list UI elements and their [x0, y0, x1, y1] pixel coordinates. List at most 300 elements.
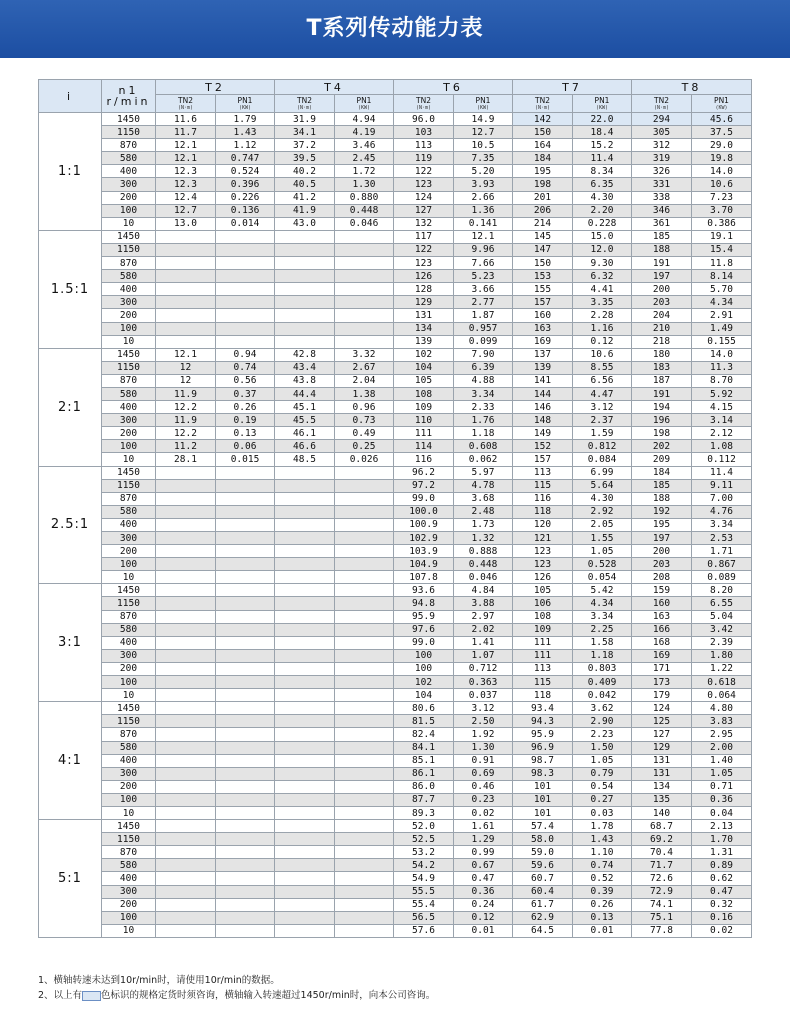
- power-cell: 0.01: [454, 924, 513, 937]
- torque-cell: [156, 885, 216, 898]
- torque-cell: 150: [513, 257, 573, 270]
- power-cell: [216, 780, 275, 793]
- power-cell: [216, 558, 275, 571]
- speed-cell: 1150: [102, 243, 156, 256]
- power-cell: 2.53: [692, 532, 752, 545]
- power-cell: 0.888: [454, 545, 513, 558]
- power-cell: 0.23: [454, 793, 513, 806]
- ratio-cell: 3:1: [39, 584, 102, 702]
- torque-cell: [156, 571, 216, 584]
- speed-cell: 100: [102, 204, 156, 217]
- torque-cell: [156, 806, 216, 819]
- torque-cell: 126: [513, 571, 573, 584]
- table-row: [39, 846, 752, 859]
- power-cell: 0.136: [216, 204, 275, 217]
- torque-cell: 56.5: [394, 911, 454, 924]
- power-cell: 2.66: [454, 191, 513, 204]
- power-cell: 11.4: [573, 152, 632, 165]
- pn1-header: PN1 (KW): [692, 95, 752, 113]
- torque-cell: 124: [632, 702, 692, 715]
- power-cell: 0.99: [454, 846, 513, 859]
- power-cell: [216, 243, 275, 256]
- torque-cell: 131: [632, 767, 692, 780]
- power-cell: 4.15: [692, 401, 752, 414]
- torque-cell: 101: [513, 780, 573, 793]
- power-cell: 3.70: [692, 204, 752, 217]
- power-cell: 0.747: [216, 152, 275, 165]
- power-cell: 0.015: [216, 453, 275, 466]
- torque-cell: [156, 898, 216, 911]
- power-cell: [335, 820, 394, 833]
- power-cell: [335, 584, 394, 597]
- transmission-capacity-table: [38, 79, 752, 938]
- power-cell: 2.12: [692, 427, 752, 440]
- power-cell: 1.30: [335, 178, 394, 191]
- torque-cell: [156, 584, 216, 597]
- power-cell: 0.37: [216, 387, 275, 400]
- torque-cell: [275, 584, 335, 597]
- table-row: [39, 532, 752, 545]
- power-cell: 10.6: [573, 348, 632, 361]
- torque-cell: 153: [513, 270, 573, 283]
- torque-cell: 86.1: [394, 767, 454, 780]
- speed-cell: 1150: [102, 126, 156, 139]
- speed-cell: 10: [102, 571, 156, 584]
- torque-cell: 194: [632, 401, 692, 414]
- torque-cell: 163: [513, 322, 573, 335]
- table-row: [39, 859, 752, 872]
- power-cell: 2.02: [454, 623, 513, 636]
- power-cell: [216, 820, 275, 833]
- torque-cell: 41.2: [275, 191, 335, 204]
- torque-cell: 86.0: [394, 780, 454, 793]
- torque-cell: [156, 230, 216, 243]
- power-cell: [335, 230, 394, 243]
- power-cell: 0.56: [216, 374, 275, 387]
- torque-cell: 195: [632, 518, 692, 531]
- torque-cell: [156, 728, 216, 741]
- speed-cell: 400: [102, 401, 156, 414]
- speed-cell: 1450: [102, 584, 156, 597]
- power-cell: [216, 715, 275, 728]
- torque-cell: [156, 597, 216, 610]
- power-cell: [335, 479, 394, 492]
- torque-cell: 46.6: [275, 440, 335, 453]
- torque-cell: 200: [632, 283, 692, 296]
- power-cell: 0.014: [216, 217, 275, 230]
- power-cell: [216, 322, 275, 335]
- torque-cell: 148: [513, 414, 573, 427]
- power-cell: 37.5: [692, 126, 752, 139]
- table-row: [39, 754, 752, 767]
- power-cell: 0.046: [454, 571, 513, 584]
- speed-cell: 1450: [102, 230, 156, 243]
- torque-cell: 139: [394, 335, 454, 348]
- power-cell: 0.363: [454, 676, 513, 689]
- torque-cell: 46.1: [275, 427, 335, 440]
- torque-cell: 113: [513, 662, 573, 675]
- speed-cell: 10: [102, 335, 156, 348]
- torque-cell: 122: [394, 165, 454, 178]
- torque-cell: 59.6: [513, 859, 573, 872]
- power-cell: 7.90: [454, 348, 513, 361]
- power-cell: 1.71: [692, 545, 752, 558]
- power-cell: 15.0: [573, 230, 632, 243]
- torque-cell: [156, 846, 216, 859]
- torque-cell: 105: [394, 374, 454, 387]
- power-cell: [216, 479, 275, 492]
- torque-cell: 12: [156, 374, 216, 387]
- power-cell: 8.20: [692, 584, 752, 597]
- torque-cell: 117: [394, 230, 454, 243]
- power-cell: 1.59: [573, 427, 632, 440]
- power-cell: [216, 924, 275, 937]
- torque-cell: [156, 649, 216, 662]
- torque-cell: 179: [632, 689, 692, 702]
- power-cell: 1.73: [454, 518, 513, 531]
- power-cell: 0.448: [335, 204, 394, 217]
- table-row: [39, 361, 752, 374]
- page-title: T系列传动能力表: [306, 16, 484, 41]
- torque-cell: 39.5: [275, 152, 335, 165]
- power-cell: 1.40: [692, 754, 752, 767]
- torque-cell: 96.9: [513, 741, 573, 754]
- power-cell: 0.12: [454, 911, 513, 924]
- power-cell: [216, 662, 275, 675]
- torque-cell: 11.7: [156, 126, 216, 139]
- power-cell: 0.112: [692, 453, 752, 466]
- torque-cell: 119: [394, 152, 454, 165]
- table-row: [39, 401, 752, 414]
- torque-cell: 82.4: [394, 728, 454, 741]
- torque-cell: [275, 623, 335, 636]
- power-cell: [216, 689, 275, 702]
- torque-cell: 139: [513, 361, 573, 374]
- torque-cell: 13.0: [156, 217, 216, 230]
- power-cell: [335, 623, 394, 636]
- torque-cell: 159: [632, 584, 692, 597]
- footnote-2: 2、以上有 色标识的规格定货时须咨询，横轴输入转速超过1450r/min时，向本公司咨询。: [38, 990, 436, 1001]
- torque-cell: [275, 833, 335, 846]
- torque-cell: 185: [632, 230, 692, 243]
- power-cell: 0.099: [454, 335, 513, 348]
- torque-cell: 71.7: [632, 859, 692, 872]
- torque-cell: 192: [632, 505, 692, 518]
- torque-cell: 188: [632, 492, 692, 505]
- torque-cell: 191: [632, 387, 692, 400]
- power-cell: 0.141: [454, 217, 513, 230]
- power-cell: [335, 728, 394, 741]
- table-row: [39, 545, 752, 558]
- torque-cell: 203: [632, 558, 692, 571]
- torque-cell: 108: [394, 387, 454, 400]
- power-cell: 4.30: [573, 191, 632, 204]
- torque-cell: 146: [513, 401, 573, 414]
- table-row: [39, 178, 752, 191]
- torque-cell: [275, 859, 335, 872]
- speed-cell: 100: [102, 676, 156, 689]
- power-cell: 0.03: [573, 806, 632, 819]
- table-row: [39, 243, 752, 256]
- power-cell: 22.0: [573, 113, 632, 126]
- power-cell: 1.36: [454, 204, 513, 217]
- table-row: [39, 793, 752, 806]
- torque-cell: 118: [513, 505, 573, 518]
- table-row: [39, 191, 752, 204]
- torque-cell: 44.4: [275, 387, 335, 400]
- power-cell: 6.55: [692, 597, 752, 610]
- power-cell: 1.55: [573, 532, 632, 545]
- torque-cell: 34.1: [275, 126, 335, 139]
- power-cell: 5.92: [692, 387, 752, 400]
- power-cell: 0.36: [692, 793, 752, 806]
- torque-cell: 60.7: [513, 872, 573, 885]
- ratio-cell: 1.5:1: [39, 230, 102, 348]
- pn1-header: PN1 (KW): [216, 95, 275, 113]
- torque-cell: [275, 492, 335, 505]
- speed-cell: 870: [102, 492, 156, 505]
- table-row: [39, 649, 752, 662]
- table-row: [39, 689, 752, 702]
- power-cell: 0.02: [692, 924, 752, 937]
- torque-cell: 123: [394, 257, 454, 270]
- power-cell: [216, 571, 275, 584]
- torque-cell: 129: [632, 741, 692, 754]
- torque-cell: 140: [632, 806, 692, 819]
- power-cell: 1.79: [216, 113, 275, 126]
- power-cell: [335, 793, 394, 806]
- power-cell: [216, 911, 275, 924]
- power-cell: 7.35: [454, 152, 513, 165]
- power-cell: [335, 924, 394, 937]
- table-row: [39, 636, 752, 649]
- speed-cell: 1450: [102, 820, 156, 833]
- torque-cell: [275, 532, 335, 545]
- torque-cell: 12.1: [156, 139, 216, 152]
- torque-cell: 52.0: [394, 820, 454, 833]
- power-cell: [216, 833, 275, 846]
- torque-cell: [156, 479, 216, 492]
- power-cell: 2.77: [454, 296, 513, 309]
- speed-cell: 400: [102, 165, 156, 178]
- power-cell: 0.618: [692, 676, 752, 689]
- torque-cell: [275, 872, 335, 885]
- torque-cell: 124: [394, 191, 454, 204]
- power-cell: 2.48: [454, 505, 513, 518]
- torque-cell: [275, 754, 335, 767]
- table-row: [39, 217, 752, 230]
- torque-cell: 62.9: [513, 911, 573, 924]
- speed-cell: 580: [102, 859, 156, 872]
- torque-cell: 103: [394, 126, 454, 139]
- torque-cell: 104: [394, 689, 454, 702]
- speed-cell: 300: [102, 532, 156, 545]
- torque-cell: 210: [632, 322, 692, 335]
- speed-cell: 200: [102, 427, 156, 440]
- power-cell: 9.96: [454, 243, 513, 256]
- torque-cell: [156, 518, 216, 531]
- power-cell: 0.32: [692, 898, 752, 911]
- power-cell: [335, 309, 394, 322]
- table-row: [39, 296, 752, 309]
- torque-cell: 152: [513, 440, 573, 453]
- torque-cell: [275, 518, 335, 531]
- torque-cell: [275, 296, 335, 309]
- power-cell: [335, 649, 394, 662]
- power-cell: [216, 846, 275, 859]
- power-cell: 1.80: [692, 649, 752, 662]
- power-cell: 0.74: [216, 361, 275, 374]
- torque-cell: [275, 806, 335, 819]
- torque-cell: [156, 754, 216, 767]
- torque-cell: 115: [513, 676, 573, 689]
- torque-cell: [156, 689, 216, 702]
- power-cell: 2.95: [692, 728, 752, 741]
- ratio-cell: 2:1: [39, 348, 102, 466]
- power-cell: 0.386: [692, 217, 752, 230]
- power-cell: 0.13: [216, 427, 275, 440]
- power-cell: 1.41: [454, 636, 513, 649]
- power-cell: 3.83: [692, 715, 752, 728]
- table-row: [39, 741, 752, 754]
- table-row: [39, 453, 752, 466]
- power-cell: 1.07: [454, 649, 513, 662]
- power-cell: 1.43: [573, 833, 632, 846]
- power-cell: 2.97: [454, 610, 513, 623]
- speed-cell: 10: [102, 217, 156, 230]
- power-cell: 0.228: [573, 217, 632, 230]
- power-cell: 4.78: [454, 479, 513, 492]
- power-cell: 6.99: [573, 466, 632, 479]
- power-cell: [335, 767, 394, 780]
- torque-cell: 144: [513, 387, 573, 400]
- torque-cell: 87.7: [394, 793, 454, 806]
- speed-cell: 10: [102, 689, 156, 702]
- power-cell: 15.4: [692, 243, 752, 256]
- torque-cell: 89.3: [394, 806, 454, 819]
- torque-cell: 113: [513, 466, 573, 479]
- power-cell: 4.30: [573, 492, 632, 505]
- power-cell: [335, 558, 394, 571]
- power-cell: 0.96: [335, 401, 394, 414]
- torque-cell: [275, 571, 335, 584]
- torque-cell: [156, 296, 216, 309]
- speed-cell: 300: [102, 767, 156, 780]
- table-row: [39, 309, 752, 322]
- torque-cell: 114: [394, 440, 454, 453]
- power-cell: [335, 518, 394, 531]
- torque-cell: 42.8: [275, 348, 335, 361]
- table-row: [39, 335, 752, 348]
- torque-cell: 69.2: [632, 833, 692, 846]
- power-cell: 1.61: [454, 820, 513, 833]
- torque-cell: 150: [513, 126, 573, 139]
- power-cell: [335, 636, 394, 649]
- torque-cell: 60.4: [513, 885, 573, 898]
- power-cell: 1.05: [573, 754, 632, 767]
- speed-cell: 200: [102, 898, 156, 911]
- header-ratio: i: [39, 80, 102, 113]
- torque-cell: 131: [632, 754, 692, 767]
- torque-cell: 134: [632, 780, 692, 793]
- power-cell: [216, 741, 275, 754]
- torque-cell: [275, 741, 335, 754]
- torque-cell: [275, 793, 335, 806]
- power-cell: 11.4: [692, 466, 752, 479]
- power-cell: 1.50: [573, 741, 632, 754]
- speed-cell: 400: [102, 283, 156, 296]
- power-cell: [335, 532, 394, 545]
- speed-cell: 580: [102, 152, 156, 165]
- torque-cell: [275, 702, 335, 715]
- power-cell: [335, 545, 394, 558]
- power-cell: 5.23: [454, 270, 513, 283]
- torque-cell: 319: [632, 152, 692, 165]
- power-cell: [216, 676, 275, 689]
- torque-cell: 197: [632, 270, 692, 283]
- torque-cell: [156, 636, 216, 649]
- power-cell: [216, 754, 275, 767]
- power-cell: [216, 466, 275, 479]
- power-cell: 9.30: [573, 257, 632, 270]
- torque-cell: [156, 243, 216, 256]
- power-cell: 0.67: [454, 859, 513, 872]
- power-cell: 1.16: [573, 322, 632, 335]
- torque-cell: 98.3: [513, 767, 573, 780]
- power-cell: 12.7: [454, 126, 513, 139]
- torque-cell: 202: [632, 440, 692, 453]
- speed-cell: 200: [102, 780, 156, 793]
- power-cell: 18.4: [573, 126, 632, 139]
- torque-cell: 209: [632, 453, 692, 466]
- power-cell: 1.18: [573, 649, 632, 662]
- power-cell: [216, 885, 275, 898]
- torque-cell: 137: [513, 348, 573, 361]
- torque-cell: 102: [394, 348, 454, 361]
- power-cell: 2.25: [573, 623, 632, 636]
- speed-cell: 580: [102, 623, 156, 636]
- torque-cell: 102.9: [394, 532, 454, 545]
- torque-cell: [156, 859, 216, 872]
- power-cell: 1.30: [454, 741, 513, 754]
- power-cell: [335, 270, 394, 283]
- torque-cell: [156, 676, 216, 689]
- torque-cell: 214: [513, 217, 573, 230]
- power-cell: 1.31: [692, 846, 752, 859]
- table-row: [39, 427, 752, 440]
- table-row: [39, 610, 752, 623]
- power-cell: 2.33: [454, 401, 513, 414]
- torque-cell: 11.9: [156, 414, 216, 427]
- power-cell: 1.43: [216, 126, 275, 139]
- power-cell: [335, 833, 394, 846]
- table-row: [39, 715, 752, 728]
- power-cell: 11.8: [692, 257, 752, 270]
- torque-cell: 121: [513, 532, 573, 545]
- power-cell: [216, 296, 275, 309]
- power-cell: 0.064: [692, 689, 752, 702]
- tn2-header: TN2 (N·m): [394, 95, 454, 113]
- table-row: [39, 558, 752, 571]
- power-cell: 0.89: [692, 859, 752, 872]
- table-row: [39, 165, 752, 178]
- torque-cell: 164: [513, 139, 573, 152]
- power-cell: 6.32: [573, 270, 632, 283]
- table-row: [39, 270, 752, 283]
- power-cell: [335, 872, 394, 885]
- torque-cell: 54.9: [394, 872, 454, 885]
- footnotes: [38, 973, 435, 1003]
